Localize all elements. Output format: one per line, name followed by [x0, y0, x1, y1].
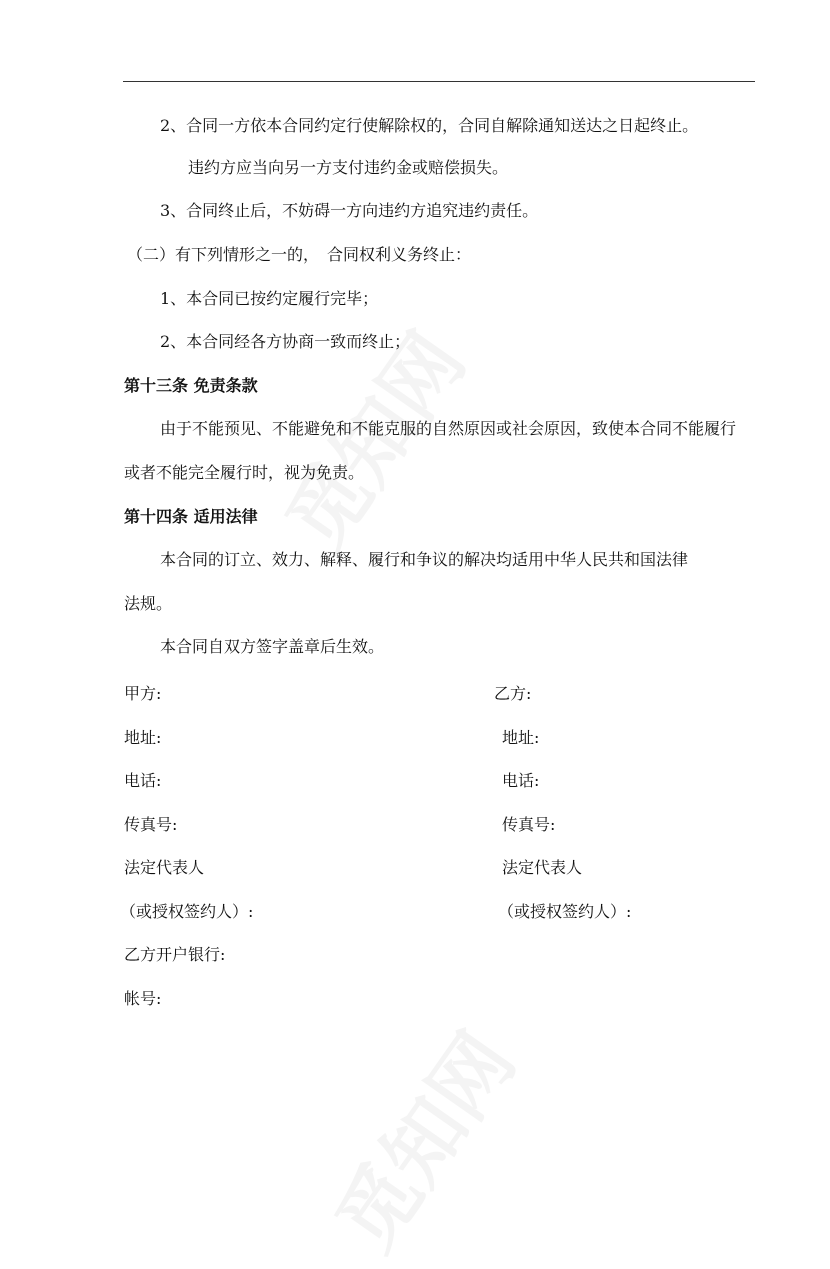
party-b-rep: 法定代表人	[502, 858, 583, 877]
section-2-heading: （二）有下列情形之一的， 合同权利义务终止：	[127, 245, 472, 264]
article-13-title: 第十三条 免责条款	[124, 376, 258, 395]
bank-label: 乙方开户银行:	[124, 945, 226, 964]
effective-clause: 本合同自双方签字盖章后生效。	[160, 637, 385, 656]
party-a-label: 甲方:	[124, 684, 162, 703]
party-b-rep-note: （或授权签约人）:	[498, 902, 632, 921]
article-14-title: 第十四条 适用法律	[124, 507, 258, 526]
account-label: 帐号:	[124, 989, 162, 1008]
watermark	[304, 1006, 536, 1269]
article-14-line-2: 法规。	[124, 594, 173, 613]
party-b-label: 乙方:	[494, 684, 532, 703]
clause-2-line-1: 2、合同一方依本合同约定行使解除权的，合同自解除通知送达之日起终止。	[160, 116, 699, 135]
party-a-rep: 法定代表人	[124, 858, 205, 877]
party-b-address: 地址:	[502, 728, 540, 747]
section-2-item-2: 2、本合同经各方协商一致而终止；	[160, 332, 411, 351]
article-13-line-1: 由于不能预见、不能避免和不能克服的自然原因或社会原因，致使本合同不能履行	[160, 419, 737, 438]
party-b-fax: 传真号:	[502, 815, 556, 834]
section-2-item-1: 1、本合同已按约定履行完毕；	[160, 289, 379, 308]
clause-2-line-2: 违约方应当向另一方支付违约金或赔偿损失。	[188, 158, 509, 177]
header-rule	[123, 81, 755, 82]
party-a-phone: 电话:	[124, 771, 162, 790]
party-a-address: 地址:	[124, 728, 162, 747]
party-a-fax: 传真号:	[124, 815, 178, 834]
party-a-rep-note: （或授权签约人）:	[120, 902, 254, 921]
party-b-phone: 电话:	[502, 771, 540, 790]
clause-3: 3、合同终止后，不妨碍一方向违约方追究违约责任。	[160, 201, 539, 220]
article-13-line-2: 或者不能完全履行时，视为免责。	[124, 463, 365, 482]
article-14-line-1: 本合同的订立、效力、解释、履行和争议的解决均适用中华人民共和国法律	[160, 550, 689, 569]
